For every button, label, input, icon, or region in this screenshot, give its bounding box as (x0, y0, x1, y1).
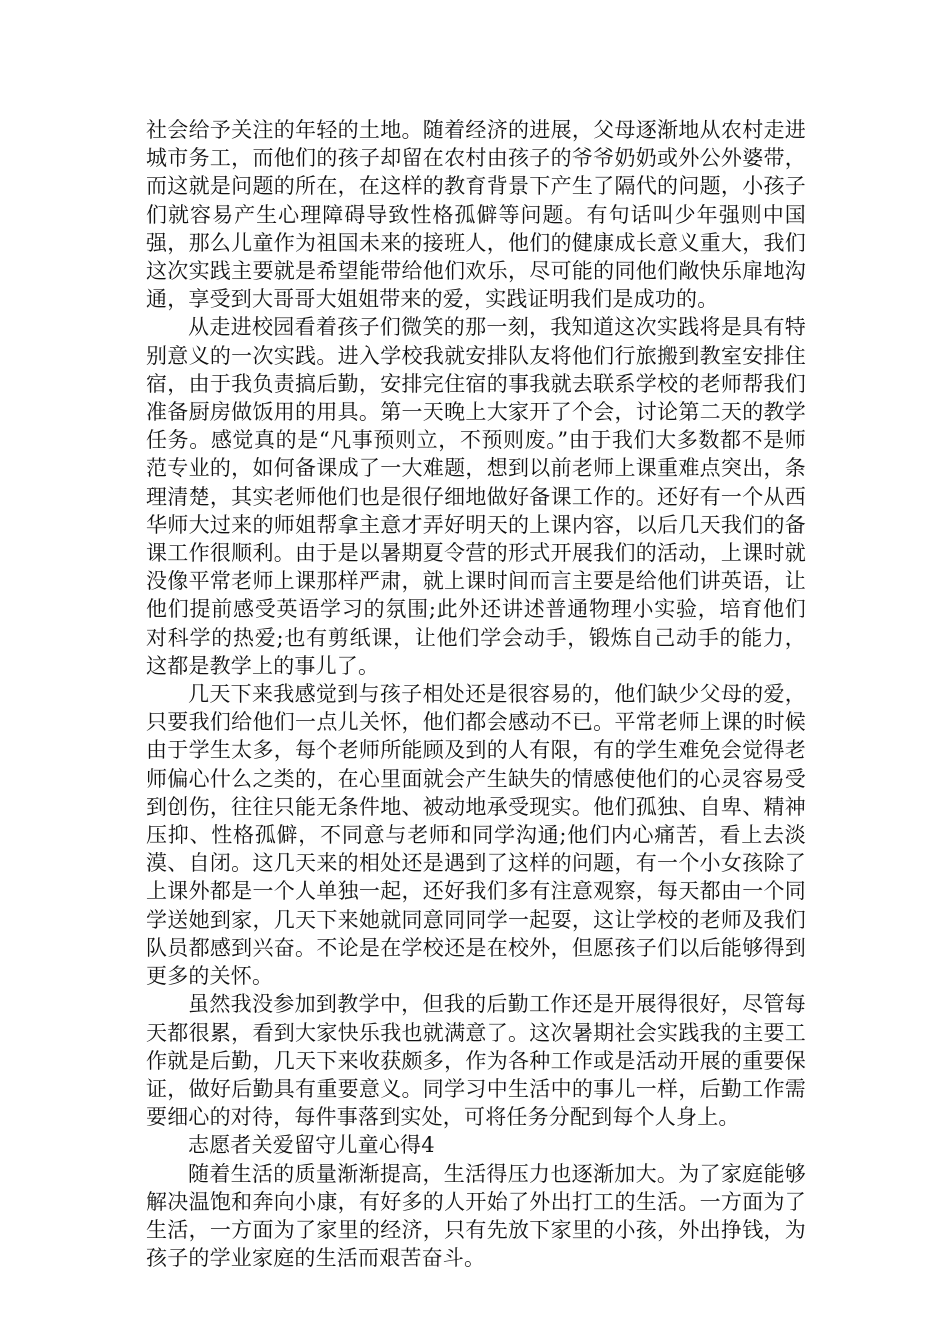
paragraph-4: 虽然我没参加到教学中，但我的后勤工作还是开展得很好，尽管每天都很累，看到大家快乐我也就满意了。这次暑期社会实践我的主要工作就是后勤，几天下来收获颇多，作为各种工作或是活动开展的重要保证，做好后勤具有重要意义。同学习中生活中的事儿一样，后勤工作需要细心的对待，每件事落到实处，可将任务分配到每个人身上。 (146, 992, 806, 1130)
paragraph-5: 随着生活的质量渐渐提高，生活得压力也逐渐加大。为了家庭能够解决温饱和奔向小康，有好多的人开始了外出打工的生活。一方面为了生活，一方面为了家里的经济，只有先放下家里的小孩，外出挣钱，为孩子的学业家庭的生活而艰苦奋斗。 (146, 1161, 806, 1271)
document-body (146, 116, 806, 1272)
section-heading: 志愿者关爱留守儿童心得4 (188, 1133, 435, 1158)
paragraph-1: 社会给予关注的年轻的土地。随着经济的进展，父母逐渐地从农村走进城市务工，而他们的孩子却留在农村由孩子的爷爷奶奶或外公外婆带，而这就是问题的所在，在这样的教育背景下产生了隔代的问题，小孩子们就容易产生心理障碍导致性格孤僻等问题。有句话叫少年强则中国强，那么儿童作为祖国未来的接班人，他们的健康成长意义重大，我们这次实践主要就是希望能带给他们欢乐，尽可能的同他们敞快乐扉地沟通，享受到大哥哥大姐姐带来的爱，实践证明我们是成功的。 (146, 118, 806, 312)
paragraph-2: 从走进校园看着孩子们微笑的那一刻，我知道这次实践将是具有特别意义的一次实践。进入学校我就安排队友将他们行旅搬到教室安排住宿，由于我负责搞后勤，安排完住宿的事我就去联系学校的老师帮我们准备厨房做饭用的用具。第一天晚上大家开了个会，讨论第二天的教学任务。感觉真的是“凡事预则立，不预则废。”由于我们大多数都不是师范专业的，如何备课成了一大难题，想到以前老师上课重难点突出，条理清楚，其实老师他们也是很仔细地做好备课工作的。还好有一个从西华师大过来的师姐帮拿主意才弄好明天的上课内容，以后几天我们的备课工作很顺利。由于是以暑期夏令营的形式开展我们的活动，上课时就没像平常老师上课那样严肃，就上课时间而言主要是给他们讲英语，让他们提前感受英语学习的氛围;此外还讲述普通物理小实验，培育他们对科学的热爱;也有剪纸课，让他们学会动手，锻炼自己动手的能力，这都是教学上的事儿了。 (146, 315, 806, 678)
paragraph-3: 几天下来我感觉到与孩子相处还是很容易的，他们缺少父母的爱，只要我们给他们一点儿关怀，他们都会感动不已。平常老师上课的时候由于学生太多，每个老师所能顾及到的人有限，有的学生难免会觉得老师偏心什么之类的，在心里面就会产生缺失的情感使他们的心灵容易受到创伤，往往只能无条件地、被动地承受现实。他们孤独、自卑、精神压抑、性格孤僻，不同意与老师和同学沟通;他们内心痛苦，看上去淡漠、自闭。这几天来的相处还是遇到了这样的问题，有一个小女孩除了上课外都是一个人单独一起，还好我们多有注意观察，每天都由一个同学送她到家，几天下来她就同意同同学一起耍，这让学校的老师及我们队员都感到兴奋。不论是在学校还是在校外，但愿孩子们以后能够得到更多的关怀。 (146, 682, 806, 989)
